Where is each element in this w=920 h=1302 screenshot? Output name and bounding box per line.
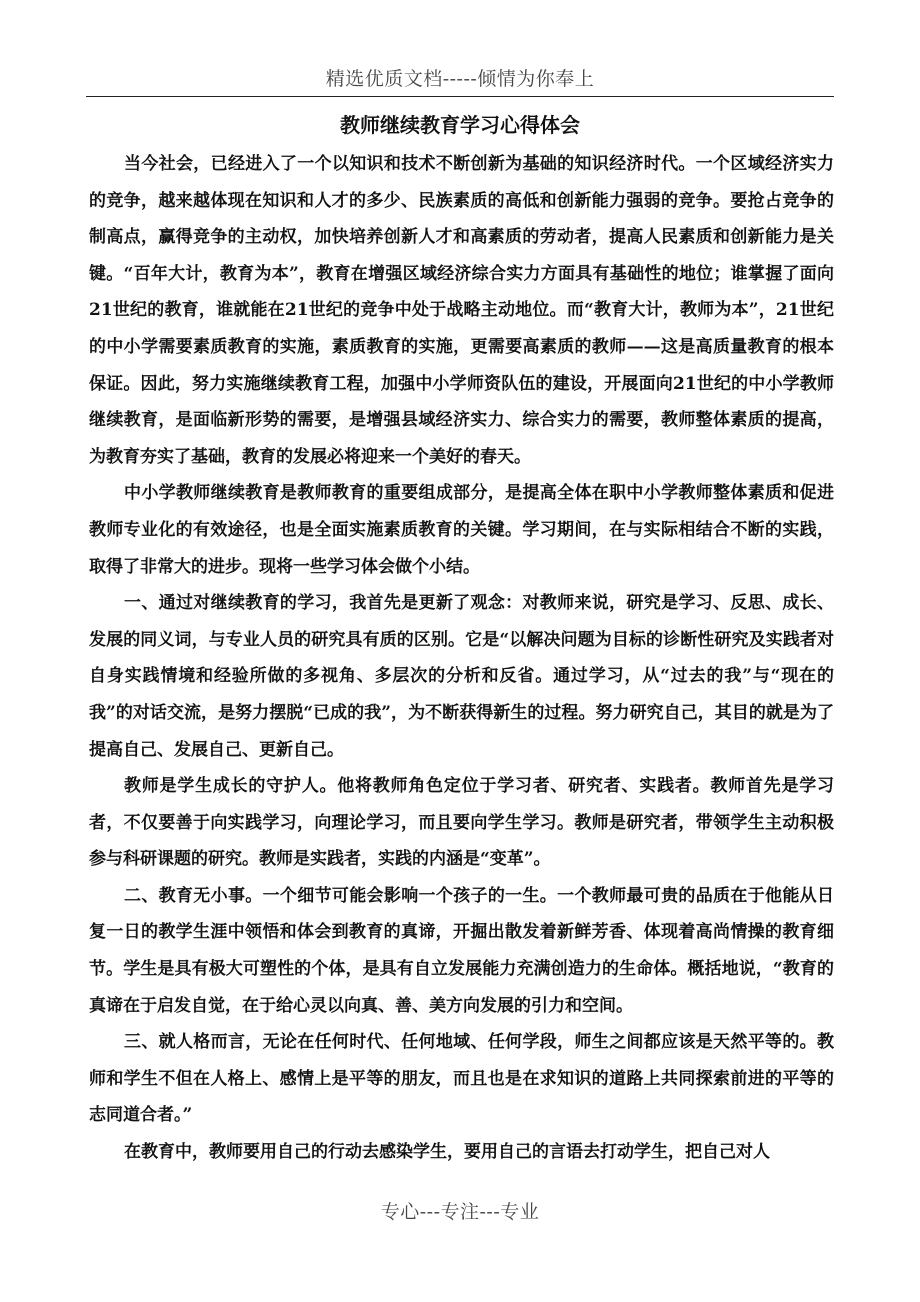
page-header: 精选优质文档-----倾情为你奉上 [325, 68, 595, 90]
paragraph-overview: 中小学教师继续教育是教师教育的重要组成部分，是提高全体在职中小学教师整体素质和促进教师专业化的有效途径，也是全面实施素质教育的关键。学习期间，在与实际相结合不断的实践，取得了非常大的进步。现将一些学习体会做个小结。 [89, 483, 834, 577]
document-title: 教师继续教育学习心得体会 [340, 113, 580, 137]
document-body [89, 146, 834, 1171]
header-divider [86, 96, 834, 97]
paragraph-point-three: 三、就人格而言，无论在任何时代、任何地域、任何学段，师生之间都应该是天然平等的。教师和学生不但在人格上、感情上是平等的朋友，而且也是在求知识的道路上共同探索前进的平等的志同道合者。” [89, 1032, 834, 1126]
paragraph-intro: 当今社会，已经进入了一个以知识和技术不断创新为基础的知识经济时代。一个区域经济实力的竞争，越来越体现在知识和人才的多少、民族素质的高低和创新能力强弱的竞争。要抢占竞争的制高点，赢得竞争的主动权，加快培养创新人才和高素质的劳动者，提高人民素质和创新能力是关键。“百年大计，教育为本”，教育在增强区域经济综合实力方面具有基础性的地位；谁掌握了面向21世纪的教育，谁就能在21世纪的竞争中处于战略主动地位。而“教育大计，教师为本”，21世纪的中小学需要素质教育的实施，素质教育的实施，更需要高素质的教师——这是高质量教育的根本保证。因此，努力实施继续教育工程，加强中小学师资队伍的建设，开展面向21世纪的中小学教师继续教育，是面临新形势的需要，是增强县域经济实力、综合实力的需要，教师整体素质的提高，为教育夯实了基础，教育的发展必将迎来一个美好的春天。 [89, 154, 834, 467]
paragraph-point-one: 一、通过对继续教育的学习，我首先是更新了观念：对教师来说，研究是学习、反思、成长、发展的同义词，与专业人员的研究具有质的区别。它是“以解决问题为目标的诊断性研究及实践者对自身实践情境和经验所做的多视角、多层次的分析和反省。通过学习，从“过去的我”与“现在的我”的对话交流，是努力摆脱“已成的我”，为不断获得新生的过程。努力研究自己，其目的就是为了提高自己、发展自己、更新自己。 [89, 593, 834, 760]
paragraph-teacher-role: 教师是学生成长的守护人。他将教师角色定位于学习者、研究者、实践者。教师首先是学习者，不仅要善于向实践学习，向理论学习，而且要向学生学习。教师是研究者，带领学生主动积极参与科研课题的研究。教师是实践者，实践的内涵是“变革”。 [89, 776, 834, 870]
page-footer: 专心---专注---专业 [380, 1201, 540, 1223]
paragraph-point-two: 二、教育无小事。一个细节可能会影响一个孩子的一生。一个教师最可贵的品质在于他能从日复一日的教学生涯中领悟和体会到教育的真谛，开掘出散发着新鲜芳香、体现着高尚情操的教育细节。学生是具有极大可塑性的个体，是具有自立发展能力充满创造力的生命体。概括地说，“教育的真谛在于启发自觉，在于给心灵以向真、善、美方向发展的引力和空间。 [89, 885, 834, 1016]
paragraph-continuation: 在教育中，教师要用自己的行动去感染学生，要用自己的言语去打动学生，把自己对人 [124, 1142, 770, 1163]
